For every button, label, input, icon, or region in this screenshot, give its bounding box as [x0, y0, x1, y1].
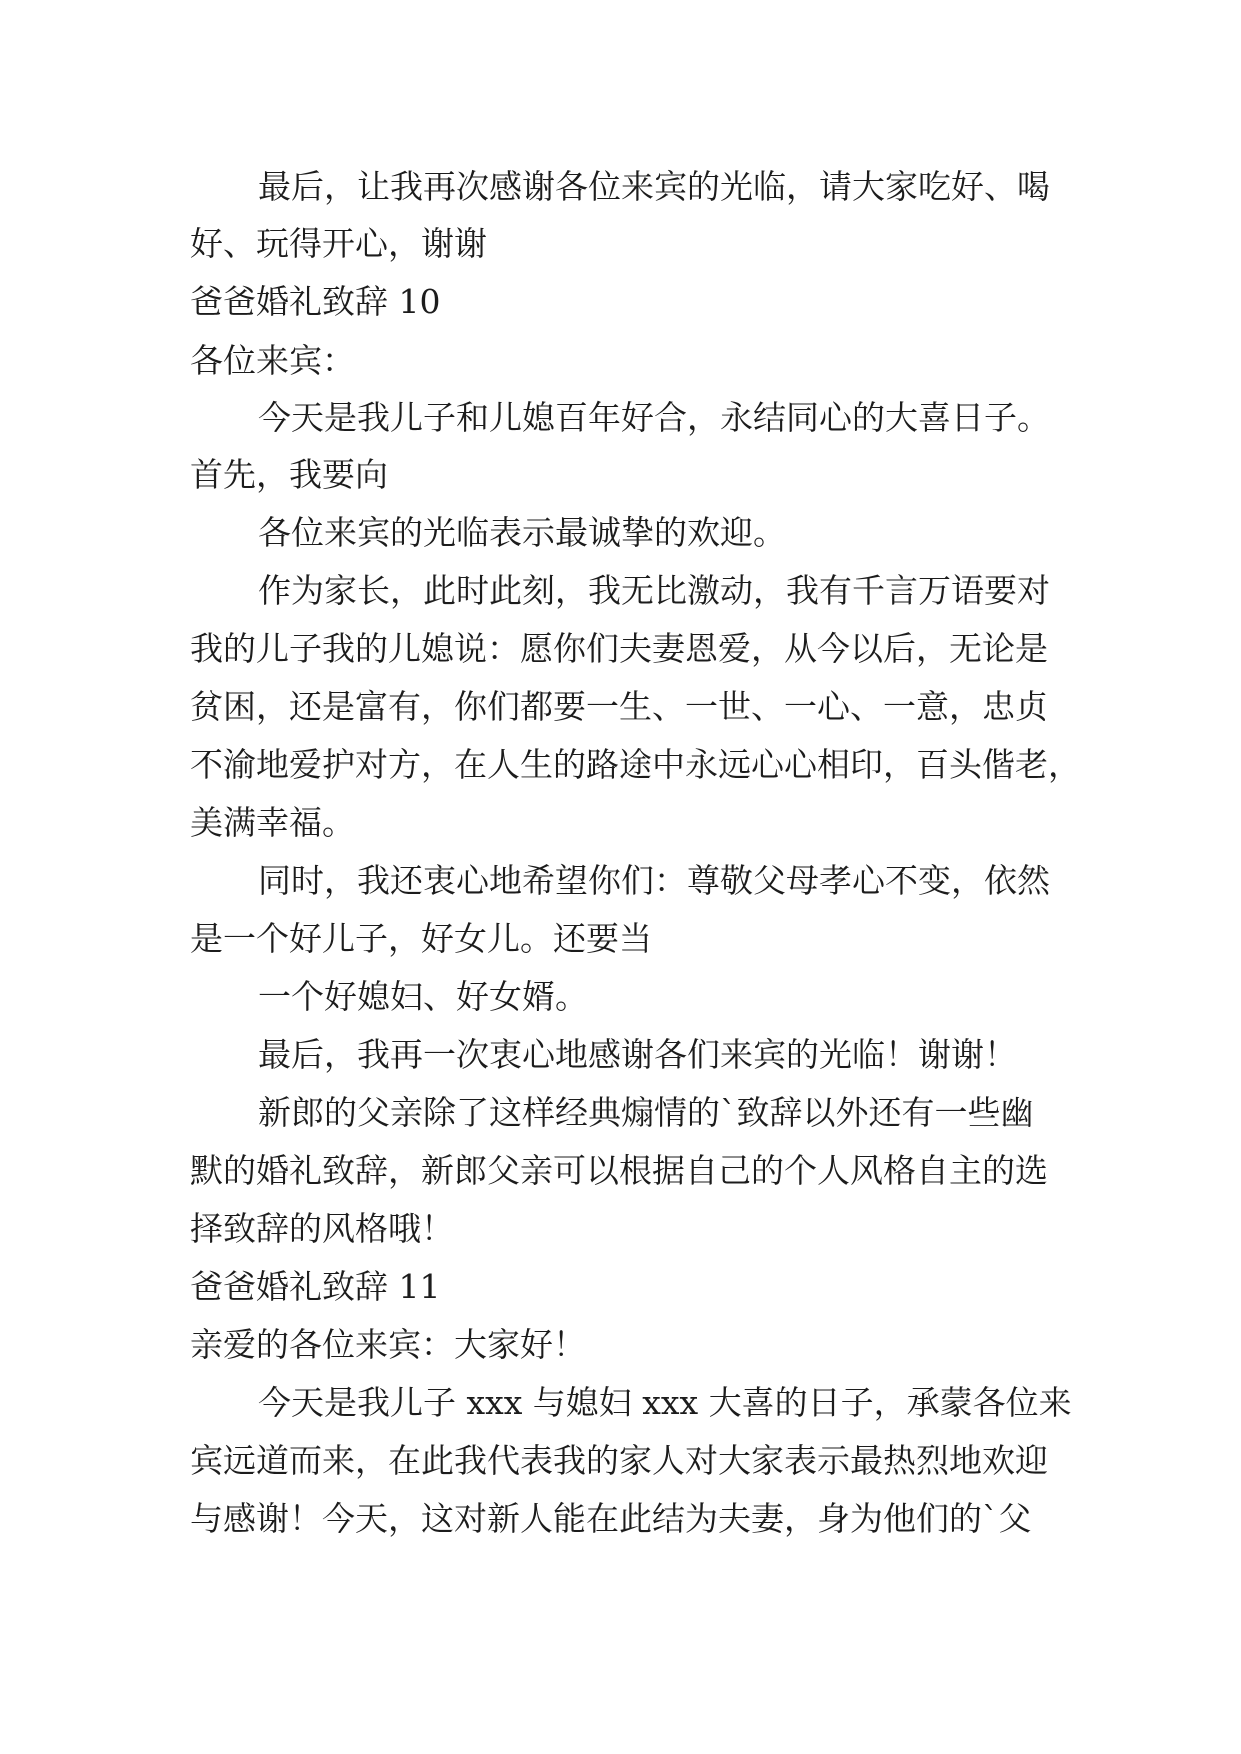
body-line: 美满幸福。 [190, 803, 355, 842]
body-line: 一个好媳妇、好女婿。 [258, 977, 588, 1016]
body-line: 我的儿子我的儿媳说：愿你们夫妻恩爱，从今以后，无论是 [190, 629, 1048, 668]
body-line: 首先，我要向 [190, 455, 388, 494]
body-line: 最后，我再一次衷心地感谢各们来宾的光临！谢谢！ [258, 1035, 1017, 1074]
section-heading: 爸爸婚礼致辞 11 [190, 1267, 441, 1306]
body-line: 择致辞的风格哦！ [190, 1209, 454, 1248]
body-line: 各位来宾的光临表示最诚挚的欢迎。 [258, 513, 786, 552]
body-line: 作为家长，此时此刻，我无比激动，我有千言万语要对 [258, 571, 1050, 610]
body-line: 不渝地爱护对方，在人生的路途中永远心心相印，百头偕老， [190, 745, 1081, 784]
body-line: 最后，让我再次感谢各位来宾的光临，请大家吃好、喝 [258, 167, 1050, 206]
body-line: 今天是我儿子 xxx 与媳妇 xxx 大喜的日子，承蒙各位来 [258, 1383, 1072, 1422]
body-line: 好、玩得开心，谢谢 [190, 224, 487, 263]
body-line: 默的婚礼致辞，新郎父亲可以根据自己的个人风格自主的选 [190, 1151, 1048, 1190]
salutation-line: 亲爱的各位来宾：大家好！ [190, 1325, 586, 1364]
body-line: 宾远道而来，在此我代表我的家人对大家表示最热烈地欢迎 [190, 1441, 1048, 1480]
body-line: 同时，我还衷心地希望你们：尊敬父母孝心不变，依然 [258, 861, 1050, 900]
body-line: 与感谢！今天，这对新人能在此结为夫妻，身为他们的`父 [190, 1499, 1032, 1538]
body-line: 今天是我儿子和儿媳百年好合，永结同心的大喜日子。 [258, 398, 1050, 437]
section-heading: 爸爸婚礼致辞 10 [190, 282, 441, 321]
body-line: 贫困，还是富有，你们都要一生、一世、一心、一意，忠贞 [190, 687, 1048, 726]
body-line: 是一个好儿子，好女儿。还要当 [190, 919, 652, 958]
body-line: 新郎的父亲除了这样经典煽情的`致辞以外还有一些幽 [258, 1093, 1034, 1132]
salutation-line: 各位来宾： [190, 341, 355, 380]
